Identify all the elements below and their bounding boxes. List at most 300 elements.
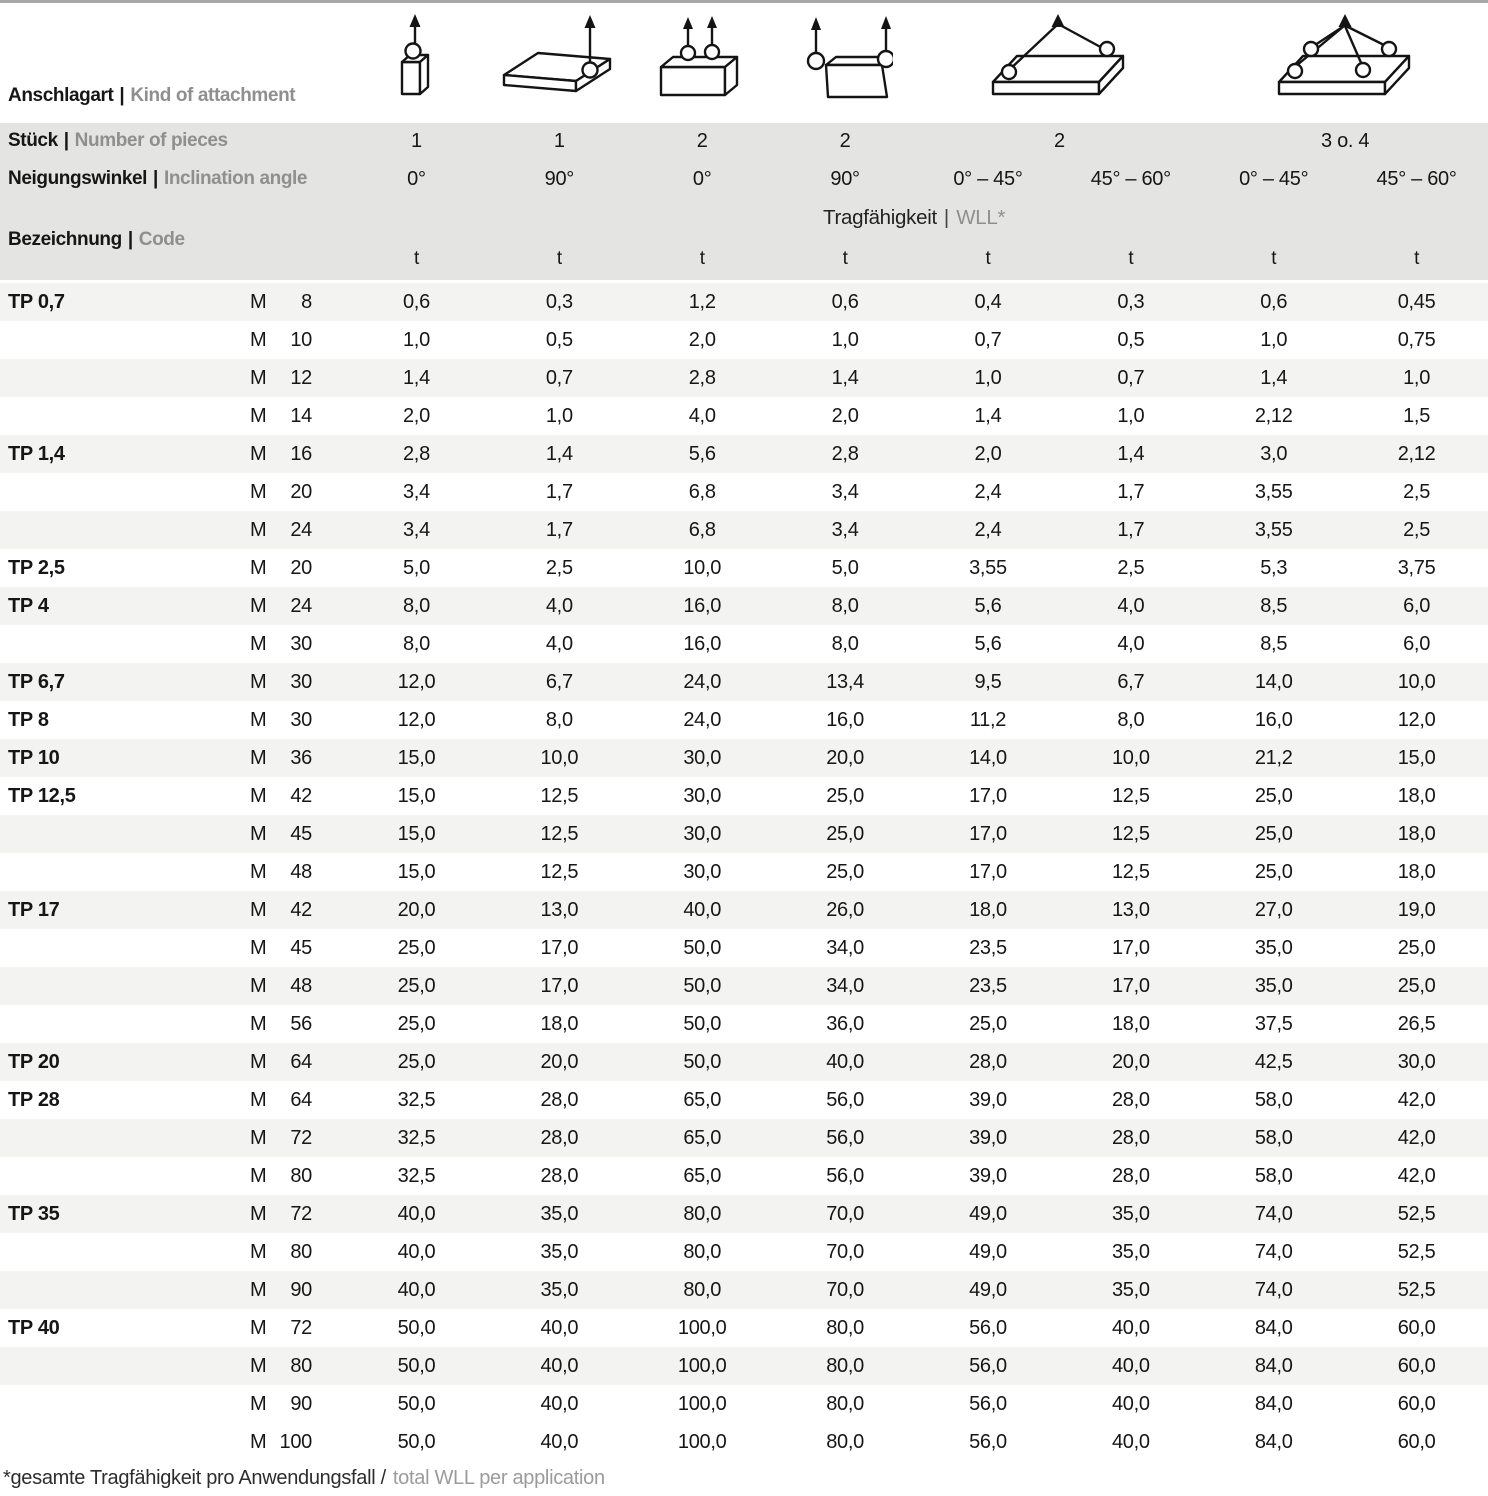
wll-value: 40,0 xyxy=(397,1202,436,1225)
thread-prefix: M xyxy=(250,1126,267,1149)
thread-size: 64 xyxy=(290,1088,312,1111)
wll-value: 18,0 xyxy=(1397,784,1436,807)
wll-value: 3,4 xyxy=(831,518,859,541)
table-row xyxy=(0,435,1488,473)
wll-value: 2,0 xyxy=(688,328,716,351)
wll-value: 42,0 xyxy=(1397,1088,1436,1111)
two-leg-90deg-icon xyxy=(798,13,893,105)
wll-value: 24,0 xyxy=(683,708,722,731)
thread-prefix: M xyxy=(250,1392,267,1415)
wll-value: 13,0 xyxy=(540,898,579,921)
wll-value: 3,4 xyxy=(831,480,859,503)
wll-value: 2,8 xyxy=(688,366,716,389)
wll-value: 25,0 xyxy=(826,822,864,845)
wll-value: 1,7 xyxy=(545,480,573,503)
wll-value: 19,0 xyxy=(1397,898,1436,921)
wll-value: 0,6 xyxy=(831,290,859,313)
wll-value: 100,0 xyxy=(677,1430,727,1453)
table-row xyxy=(0,359,1488,397)
single-leg-0deg-icon xyxy=(396,13,436,105)
wll-value: 65,0 xyxy=(683,1088,722,1111)
wll-value: 49,0 xyxy=(969,1202,1007,1225)
table-row xyxy=(0,967,1488,1005)
wll-value: 13,0 xyxy=(1111,898,1150,921)
row-code: TP 35 xyxy=(8,1202,60,1225)
row-code: TP 6,7 xyxy=(8,670,65,693)
wll-value: 15,0 xyxy=(397,822,436,845)
thread-size: 100 xyxy=(279,1430,312,1453)
wll-value: 40,0 xyxy=(540,1316,579,1339)
thread-prefix: M xyxy=(250,746,267,769)
wll-value: 4,0 xyxy=(545,594,573,617)
wll-value: 2,8 xyxy=(831,442,859,465)
table-row xyxy=(0,853,1488,891)
wll-label-de: Tragfähigkeit xyxy=(823,206,937,229)
wll-value: 14,0 xyxy=(969,746,1007,769)
wll-value: 27,0 xyxy=(1254,898,1293,921)
wll-value: 1,5 xyxy=(1403,404,1431,427)
wll-value: 23,5 xyxy=(969,974,1007,997)
wll-value: 10,0 xyxy=(1111,746,1150,769)
wll-value: 8,0 xyxy=(1117,708,1145,731)
table-row xyxy=(0,1195,1488,1233)
wll-value: 2,5 xyxy=(1403,480,1431,503)
wll-value: 40,0 xyxy=(1111,1392,1150,1415)
thread-size: 24 xyxy=(290,518,312,541)
table-row xyxy=(0,1309,1488,1347)
wll-value: 17,0 xyxy=(1111,974,1150,997)
table-row xyxy=(0,587,1488,625)
thread-prefix: M xyxy=(250,670,267,693)
wll-value: 0,6 xyxy=(402,290,430,313)
thread-size: 20 xyxy=(290,480,312,503)
wll-label-en: WLL* xyxy=(956,206,1006,229)
wll-value: 56,0 xyxy=(969,1354,1007,1377)
wll-value: 3,55 xyxy=(1254,480,1293,503)
wll-value: 14,0 xyxy=(1254,670,1293,693)
wll-value: 28,0 xyxy=(540,1088,579,1111)
thread-size: 72 xyxy=(290,1202,312,1225)
wll-value: 4,0 xyxy=(688,404,716,427)
table-row xyxy=(0,1119,1488,1157)
table-row xyxy=(0,625,1488,663)
thread-size: 12 xyxy=(290,366,312,389)
wll-value: 40,0 xyxy=(683,898,722,921)
wll-value: 25,0 xyxy=(1397,936,1436,959)
wll-value: 80,0 xyxy=(826,1392,864,1415)
thread-prefix: M xyxy=(250,1088,267,1111)
table-row xyxy=(0,321,1488,359)
row-code: TP 20 xyxy=(8,1050,60,1073)
wll-value: 70,0 xyxy=(826,1278,864,1301)
angle-value: 0° xyxy=(407,167,426,190)
table-row xyxy=(0,1271,1488,1309)
wll-value: 0,5 xyxy=(1117,328,1145,351)
wll-value: 1,4 xyxy=(831,366,859,389)
thread-size: 30 xyxy=(290,632,312,655)
thread-prefix: M xyxy=(250,556,267,579)
wll-value: 18,0 xyxy=(1111,1012,1150,1035)
wll-value: 35,0 xyxy=(1254,936,1293,959)
thread-prefix: M xyxy=(250,1354,267,1377)
pieces-row xyxy=(345,123,1488,159)
wll-value: 40,0 xyxy=(540,1392,579,1415)
wll-value: 42,5 xyxy=(1254,1050,1293,1073)
wll-value: 34,0 xyxy=(826,974,864,997)
thread-prefix: M xyxy=(250,290,267,313)
angle-value: 0° xyxy=(692,167,712,190)
thread-prefix: M xyxy=(250,1316,267,1339)
wll-value: 17,0 xyxy=(969,822,1007,845)
table-row xyxy=(0,929,1488,967)
wll-value: 3,75 xyxy=(1397,556,1436,579)
wll-value: 15,0 xyxy=(397,746,436,769)
wll-value: 35,0 xyxy=(1254,974,1293,997)
wll-value: 28,0 xyxy=(969,1050,1007,1073)
row-code: TP 12,5 xyxy=(8,784,76,807)
wll-value: 23,5 xyxy=(969,936,1007,959)
wll-value: 3,0 xyxy=(1260,442,1288,465)
table-row xyxy=(0,1005,1488,1043)
attachment-icon-cell-2 xyxy=(488,3,631,123)
wll-value: 1,0 xyxy=(1260,328,1288,351)
three-or-four-leg-sling-icon xyxy=(1275,13,1415,105)
wll-value: 1,2 xyxy=(688,290,716,313)
wll-value: 28,0 xyxy=(1111,1088,1150,1111)
wll-value: 25,0 xyxy=(397,974,436,997)
wll-value: 10,0 xyxy=(540,746,579,769)
wll-value: 42,0 xyxy=(1397,1126,1436,1149)
wll-value: 26,0 xyxy=(826,898,864,921)
wll-value: 2,5 xyxy=(1403,518,1431,541)
unit-label: t xyxy=(1271,247,1277,269)
wll-value: 50,0 xyxy=(683,974,722,997)
wll-value: 35,0 xyxy=(1111,1278,1150,1301)
wll-value: 1,0 xyxy=(831,328,859,351)
inclination-angle-label xyxy=(8,159,345,199)
angle-label-de: Neigungswinkel xyxy=(8,168,148,189)
wll-value: 0,4 xyxy=(974,290,1002,313)
thread-size: 90 xyxy=(290,1278,312,1301)
wll-value: 26,5 xyxy=(1397,1012,1436,1035)
single-leg-90deg-icon xyxy=(500,13,618,105)
thread-size: 45 xyxy=(290,936,312,959)
wll-value: 2,5 xyxy=(545,556,573,579)
table-row xyxy=(0,1347,1488,1385)
wll-value: 4,0 xyxy=(1117,594,1145,617)
wll-value: 6,7 xyxy=(545,670,573,693)
wll-value: 1,0 xyxy=(1117,404,1145,427)
thread-size: 30 xyxy=(290,708,312,731)
wll-value: 0,3 xyxy=(545,290,573,313)
wll-value: 10,0 xyxy=(683,556,722,579)
pieces-label-en: Number of pieces xyxy=(74,130,228,151)
wll-value: 84,0 xyxy=(1254,1392,1293,1415)
wll-value: 36,0 xyxy=(826,1012,864,1035)
wll-value: 60,0 xyxy=(1397,1392,1436,1415)
wll-value: 35,0 xyxy=(1111,1202,1150,1225)
wll-value: 1,4 xyxy=(545,442,573,465)
wll-value: 1,4 xyxy=(974,404,1002,427)
thread-size: 8 xyxy=(301,290,312,313)
wll-value: 84,0 xyxy=(1254,1430,1293,1453)
wll-value: 8,0 xyxy=(831,632,859,655)
wll-value: 1,0 xyxy=(402,328,430,351)
wll-value: 0,45 xyxy=(1397,290,1436,313)
wll-value: 6,7 xyxy=(1117,670,1145,693)
wll-value: 1,7 xyxy=(1117,480,1145,503)
wll-value: 80,0 xyxy=(826,1430,864,1453)
wll-value: 80,0 xyxy=(683,1202,722,1225)
thread-size: 48 xyxy=(290,974,312,997)
wll-value: 12,0 xyxy=(397,670,436,693)
wll-value: 56,0 xyxy=(826,1126,864,1149)
wll-value: 2,8 xyxy=(402,442,430,465)
wll-value: 25,0 xyxy=(397,1050,436,1073)
wll-value: 50,0 xyxy=(683,1050,722,1073)
wll-value: 25,0 xyxy=(1397,974,1436,997)
wll-value: 40,0 xyxy=(1111,1430,1150,1453)
thread-prefix: M xyxy=(250,860,267,883)
wll-value: 100,0 xyxy=(677,1392,727,1415)
wll-value: 2,0 xyxy=(831,404,859,427)
pieces-value: 1 xyxy=(553,129,565,152)
wll-value: 1,0 xyxy=(545,404,573,427)
thread-prefix: M xyxy=(250,1240,267,1263)
wll-value: 5,6 xyxy=(974,594,1002,617)
thread-prefix: M xyxy=(250,328,267,351)
wll-value: 60,0 xyxy=(1397,1316,1436,1339)
wll-value: 1,4 xyxy=(1117,442,1145,465)
attachment-icon-cell-3 xyxy=(631,3,774,123)
thread-prefix: M xyxy=(250,480,267,503)
attachment-icon-cell-4 xyxy=(774,3,917,123)
wll-value: 58,0 xyxy=(1254,1126,1293,1149)
thread-prefix: M xyxy=(250,594,267,617)
attachment-icons xyxy=(345,3,1488,123)
wll-value: 2,0 xyxy=(974,442,1002,465)
table-row xyxy=(0,891,1488,929)
wll-value: 16,0 xyxy=(826,708,864,731)
wll-value: 6,8 xyxy=(688,518,716,541)
wll-value: 12,5 xyxy=(540,860,579,883)
label-separator: | xyxy=(127,228,133,250)
wll-value: 5,0 xyxy=(831,556,859,579)
wll-value: 56,0 xyxy=(826,1088,864,1111)
header-band-values xyxy=(345,123,1488,280)
wll-value: 25,0 xyxy=(397,936,436,959)
wll-value: 0,75 xyxy=(1397,328,1436,351)
code-label xyxy=(8,199,345,280)
wll-value: 1,7 xyxy=(1117,518,1145,541)
wll-value: 28,0 xyxy=(1111,1164,1150,1187)
thread-prefix: M xyxy=(250,974,267,997)
wll-value: 17,0 xyxy=(540,936,579,959)
angle-value: 45° – 60° xyxy=(1376,167,1457,190)
wll-value: 8,0 xyxy=(402,594,430,617)
thread-prefix: M xyxy=(250,518,267,541)
wll-value: 30,0 xyxy=(1397,1050,1436,1073)
table-row xyxy=(0,1233,1488,1271)
wll-value: 8,0 xyxy=(831,594,859,617)
unit-label: t xyxy=(556,247,562,269)
wll-value: 28,0 xyxy=(540,1126,579,1149)
thread-prefix: M xyxy=(250,784,267,807)
wll-value: 0,7 xyxy=(974,328,1002,351)
wll-value: 17,0 xyxy=(969,784,1007,807)
wll-value: 50,0 xyxy=(397,1392,436,1415)
wll-value: 0,5 xyxy=(545,328,573,351)
wll-value: 39,0 xyxy=(969,1164,1007,1187)
wll-value: 5,3 xyxy=(1260,556,1288,579)
pieces-value: 2 xyxy=(839,129,851,152)
wll-value: 35,0 xyxy=(1111,1240,1150,1263)
wll-value: 2,0 xyxy=(402,404,430,427)
wll-value: 11,2 xyxy=(969,708,1007,731)
row-code: TP 8 xyxy=(8,708,49,731)
wll-value: 12,5 xyxy=(1111,784,1150,807)
wll-value: 39,0 xyxy=(969,1088,1007,1111)
label-separator: | xyxy=(943,206,950,229)
wll-value: 15,0 xyxy=(1397,746,1436,769)
wll-value: 2,12 xyxy=(1397,442,1436,465)
table-row xyxy=(0,511,1488,549)
row-code: TP 28 xyxy=(8,1088,60,1111)
pieces-label xyxy=(8,123,345,159)
two-leg-0deg-icon xyxy=(658,13,746,105)
wll-value: 1,4 xyxy=(402,366,430,389)
angle-row xyxy=(345,159,1488,199)
wll-value: 52,5 xyxy=(1397,1240,1436,1263)
wll-value: 12,0 xyxy=(1397,708,1436,731)
angle-value: 0° – 45° xyxy=(1239,167,1309,190)
wll-value: 37,5 xyxy=(1254,1012,1293,1035)
thread-prefix: M xyxy=(250,632,267,655)
table-header-band xyxy=(0,123,1488,283)
wll-value: 74,0 xyxy=(1254,1202,1293,1225)
angle-value: 45° – 60° xyxy=(1090,167,1171,190)
angle-label-en: Inclination angle xyxy=(163,168,308,189)
wll-value: 40,0 xyxy=(397,1240,436,1263)
attachment-kind-label xyxy=(0,3,345,123)
wll-value: 20,0 xyxy=(1111,1050,1150,1073)
wll-value: 58,0 xyxy=(1254,1088,1293,1111)
wll-value: 30,0 xyxy=(683,822,722,845)
thread-size: 72 xyxy=(290,1126,312,1149)
wll-value: 32,5 xyxy=(397,1088,436,1111)
wll-value: 0,7 xyxy=(1117,366,1145,389)
thread-size: 20 xyxy=(290,556,312,579)
wll-value: 18,0 xyxy=(969,898,1007,921)
thread-prefix: M xyxy=(250,1164,267,1187)
pieces-value: 2 xyxy=(696,129,708,152)
wll-value: 56,0 xyxy=(969,1316,1007,1339)
wll-value: 6,8 xyxy=(688,480,716,503)
wll-value: 52,5 xyxy=(1397,1202,1436,1225)
attachment-icon-cell-5 xyxy=(917,3,1203,123)
unit-label: t xyxy=(1128,247,1134,269)
thread-prefix: M xyxy=(250,1430,267,1453)
wll-value: 84,0 xyxy=(1254,1354,1293,1377)
attachment-icon-cell-1 xyxy=(345,3,488,123)
wll-value: 25,0 xyxy=(397,1012,436,1035)
thread-size: 14 xyxy=(290,404,312,427)
wll-value: 1,4 xyxy=(1260,366,1288,389)
table-row xyxy=(0,397,1488,435)
label-separator: | xyxy=(119,85,125,106)
thread-size: 80 xyxy=(290,1240,312,1263)
thread-size: 10 xyxy=(290,328,312,351)
row-code: TP 10 xyxy=(8,746,60,769)
wll-value: 40,0 xyxy=(397,1278,436,1301)
wll-value: 35,0 xyxy=(540,1278,579,1301)
thread-prefix: M xyxy=(250,822,267,845)
wll-value: 25,0 xyxy=(1254,784,1293,807)
wll-value: 30,0 xyxy=(683,860,722,883)
attachment-label-de: Anschlagart xyxy=(8,85,114,106)
wll-value: 8,0 xyxy=(402,632,430,655)
attachment-icon-cell-6 xyxy=(1202,3,1488,123)
wll-value: 32,5 xyxy=(397,1126,436,1149)
wll-header xyxy=(345,199,1488,237)
wll-value: 3,55 xyxy=(1254,518,1293,541)
wll-value: 35,0 xyxy=(540,1202,579,1225)
row-code: TP 17 xyxy=(8,898,60,921)
wll-value: 18,0 xyxy=(1397,822,1436,845)
wll-value: 40,0 xyxy=(540,1354,579,1377)
angle-value: 90° xyxy=(830,167,860,190)
wll-value: 5,0 xyxy=(402,556,430,579)
table-row xyxy=(0,739,1488,777)
wll-value: 18,0 xyxy=(1397,860,1436,883)
table-body xyxy=(0,283,1488,1461)
wll-value: 5,6 xyxy=(974,632,1002,655)
wll-value: 50,0 xyxy=(397,1430,436,1453)
wll-value: 70,0 xyxy=(826,1240,864,1263)
footnote xyxy=(0,1461,1488,1496)
unit-label: t xyxy=(699,247,705,269)
unit-label: t xyxy=(985,247,991,269)
thread-size: 36 xyxy=(290,746,312,769)
wll-value: 0,6 xyxy=(1260,290,1288,313)
thread-size: 45 xyxy=(290,822,312,845)
wll-value: 40,0 xyxy=(1111,1316,1150,1339)
pieces-label-de: Stück xyxy=(8,130,58,151)
wll-value: 8,0 xyxy=(545,708,573,731)
wll-value: 25,0 xyxy=(1254,860,1293,883)
wll-value: 32,5 xyxy=(397,1164,436,1187)
wll-value: 25,0 xyxy=(826,784,864,807)
footnote-en: total WLL per application xyxy=(392,1467,605,1489)
wll-value: 100,0 xyxy=(677,1316,727,1339)
wll-value: 21,2 xyxy=(1254,746,1293,769)
wll-value: 0,3 xyxy=(1117,290,1145,313)
wll-value: 6,0 xyxy=(1403,594,1431,617)
thread-prefix: M xyxy=(250,1012,267,1035)
wll-value: 30,0 xyxy=(683,746,722,769)
wll-value: 56,0 xyxy=(826,1164,864,1187)
table-row xyxy=(0,473,1488,511)
row-code: TP 1,4 xyxy=(8,442,65,465)
wll-value: 28,0 xyxy=(540,1164,579,1187)
wll-value: 18,0 xyxy=(540,1012,579,1035)
wll-value: 0,7 xyxy=(545,366,573,389)
wll-value: 2,4 xyxy=(974,480,1002,503)
row-code: TP 4 xyxy=(8,594,49,617)
wll-value: 30,0 xyxy=(683,784,722,807)
wll-value: 3,4 xyxy=(402,518,430,541)
wll-value: 39,0 xyxy=(969,1126,1007,1149)
